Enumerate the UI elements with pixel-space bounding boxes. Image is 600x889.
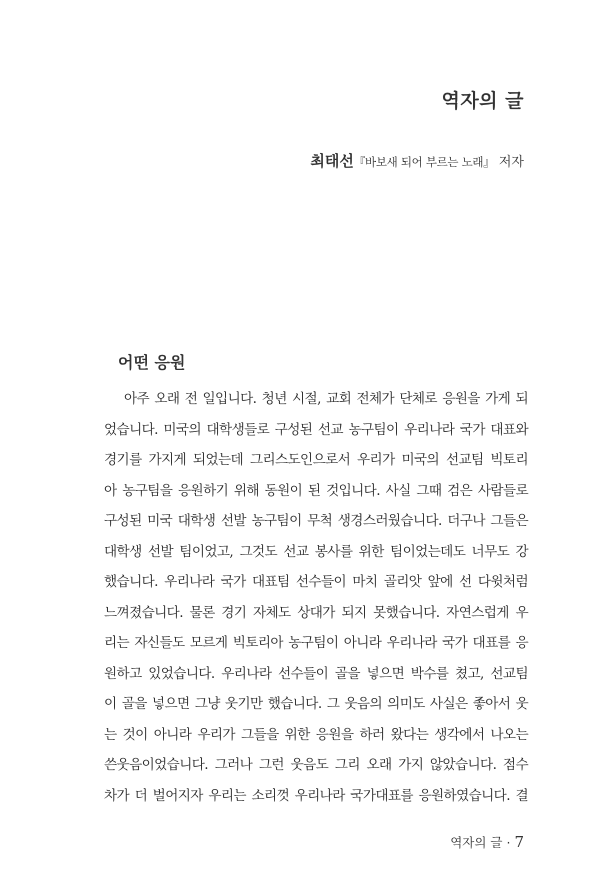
subheading: 어떤 응원 xyxy=(118,353,186,372)
paragraph-line: 이 골을 넣으면 그냥 웃기만 했습니다. 그 웃음의 의미도 사실은 좋아서 웃 xyxy=(104,696,528,712)
footer-separator: · xyxy=(506,835,511,850)
byline-author: 최태선 xyxy=(310,152,354,170)
paragraph-line: 아 농구팀을 응원하기 위해 동원이 된 것입니다. 사실 그때 검은 사람들로 xyxy=(104,482,528,499)
paragraph-line: 아주 오래 전 일입니다. 청년 시절, 교회 전체가 단체로 응원을 가게 되 xyxy=(124,391,528,407)
paragraph-line: 었습니다. 미국의 대학생들로 구성된 선교 농구팀이 우리나라 국가 대표와 xyxy=(104,421,528,438)
byline-book-title: 『바보새 되어 부르는 노래』 xyxy=(353,155,495,169)
paragraph-line: 리는 자신들도 모르게 빅토리아 농구팀이 아니라 우리나라 국가 대표를 응 xyxy=(104,635,528,651)
body-paragraph xyxy=(104,384,528,811)
paragraph-line: 느껴졌습니다. 물론 경기 자체도 상대가 되지 못했습니다. 자연스럽게 우 xyxy=(104,604,528,621)
paragraph-line: 원하고 있었습니다. 우리나라 선수들이 골을 넣으면 박수를 쳤고, 선교팀 xyxy=(104,665,528,682)
paragraph-line: 차가 더 벌어지자 우리는 소리껏 우리나라 국가대표를 응원하였습니다. 결 xyxy=(104,787,528,804)
paragraph-line: 구성된 미국 대학생 선발 농구팀이 무척 생경스러웠습니다. 더구나 그들은 xyxy=(104,513,528,529)
paragraph-line: 대학생 선발 팀이었고, 그것도 선교 봉사를 위한 팀이었는데도 너무도 강 xyxy=(104,543,528,560)
byline-role: 저자 xyxy=(498,155,524,170)
byline xyxy=(310,150,524,171)
paragraph-line: 했습니다. 우리나라 국가 대표팀 선수들이 마치 골리앗 앞에 선 다윗처럼 xyxy=(104,574,528,590)
running-title: 역자의 글 xyxy=(450,835,503,850)
paragraph-line: 쓴웃음이었습니다. 그러나 그런 웃음도 그리 오래 가지 않았습니다. 점수 xyxy=(104,757,528,773)
page-footer xyxy=(450,833,524,851)
page-number: 7 xyxy=(514,833,524,851)
paragraph-line: 경기를 가지게 되었는데 그리스도인으로서 우리가 미국의 선교팀 빅토리 xyxy=(104,452,528,468)
section-title: 역자의 글 xyxy=(441,90,524,112)
paragraph-line: 는 것이 아니라 우리가 그들을 위한 응원을 하러 왔다는 생각에서 나오는 xyxy=(104,726,528,743)
